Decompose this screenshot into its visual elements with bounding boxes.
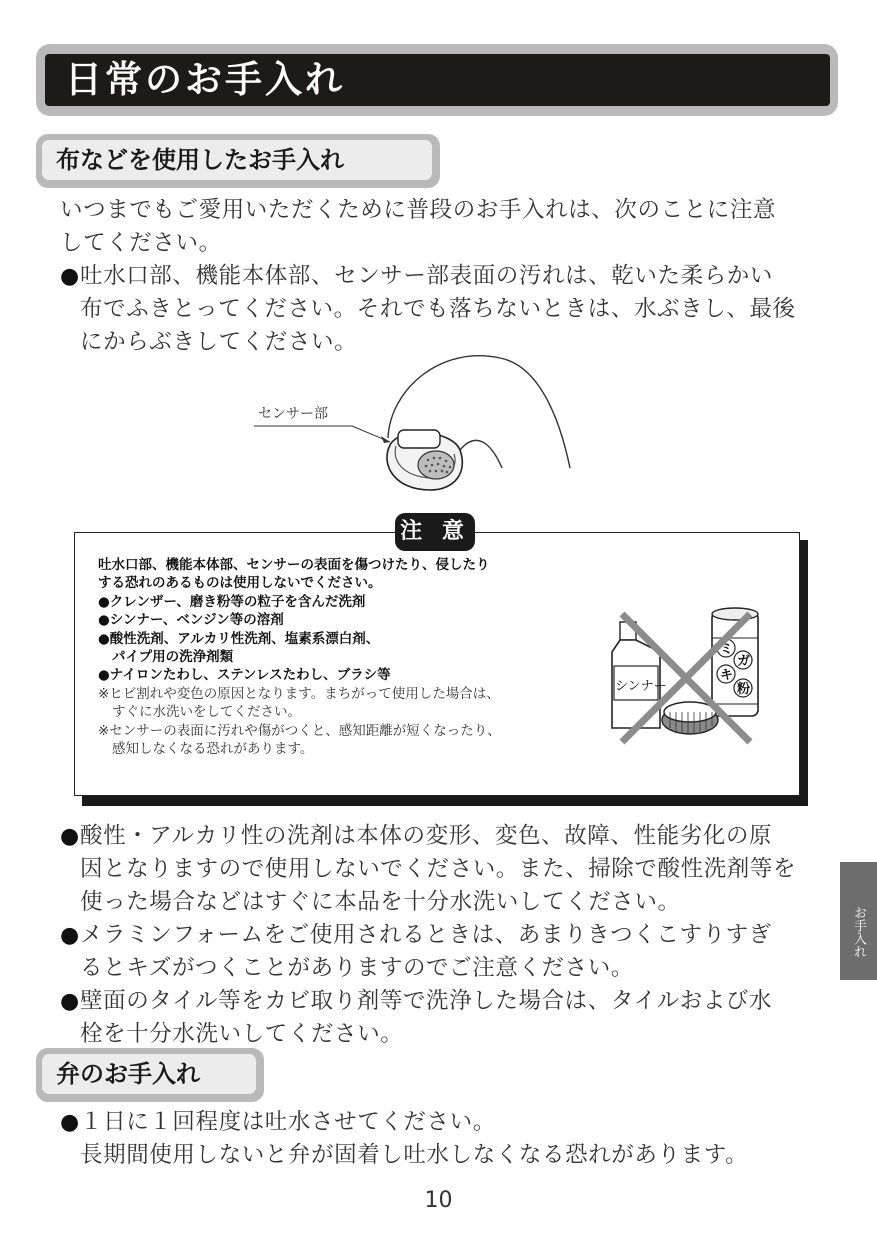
bullet-item — [60, 919, 830, 985]
brush-icon — [662, 702, 718, 734]
sensor-label: センサー部 — [258, 406, 328, 422]
side-index-tab[interactable]: お手入れ — [840, 862, 877, 980]
page-number: 10 — [424, 1188, 453, 1213]
intro-line: いつまでもご愛用いただくために普段のお手入れは、次のことに注意 — [60, 197, 777, 223]
bullet-line: にからぶきしてください。 — [80, 329, 358, 355]
spout-head-icon — [387, 430, 462, 490]
can-label: キ — [720, 668, 734, 683]
section2-text — [60, 1106, 830, 1172]
bullet-item — [60, 985, 830, 1051]
bullet-line: 布でふきとってください。それでも落ちないときは、水ぶきし、最後 — [80, 296, 796, 322]
bullet-icon: ● — [60, 1110, 80, 1135]
section-heading-valve-label: 弁のお手入れ — [42, 1054, 256, 1094]
caution-note: 感知しなくなる恐れがあります。 — [112, 741, 314, 758]
faucet-illustration — [240, 350, 600, 500]
caution-item: ●シンナー、ベンジン等の溶剤 — [98, 612, 284, 629]
bottle-label: シンナー — [615, 679, 667, 694]
bullet-item — [60, 820, 830, 919]
bullet-line: メラミンフォームをご使用されるときは、あまりきつくこすりすぎ — [80, 922, 772, 948]
caution-text — [98, 556, 598, 758]
caution-line: する恐れのあるものは使用しないでください。 — [98, 575, 382, 592]
can-label: 粉 — [737, 682, 751, 697]
main-title-frame — [36, 44, 838, 116]
sensor-window-icon — [398, 430, 440, 448]
bullet-icon: ● — [60, 923, 80, 948]
bullet-line: 吐水口部、機能本体部、センサー部表面の汚れは、乾いた柔らかい — [80, 263, 774, 289]
caution-item: パイプ用の洗浄剤類 — [112, 649, 234, 666]
bullet-item — [60, 1106, 830, 1172]
bullet-item — [60, 260, 830, 359]
caution-note: ※センサーの表面に汚れや傷がつくと、感知距離が短くなったり、 — [98, 722, 501, 739]
section-heading-cloth-label: 布などを使用したお手入れ — [42, 140, 432, 180]
bullet-line: 長期間使用しないと弁が固着し吐水しなくなる恐れがあります。 — [80, 1142, 749, 1168]
bullet-line: 因となりますので使用しないでください。また、掃除で酸性洗剤等を — [80, 856, 797, 882]
caution-label: 注 意 — [395, 513, 475, 551]
bullet-icon: ● — [60, 989, 80, 1014]
caution-note: ※ヒビ割れや変色の原因となります。まちがって使用した場合は、 — [98, 685, 500, 702]
caution-line: 吐水口部、機能本体部、センサーの表面を傷つけたり、侵したり — [98, 557, 490, 573]
bullet-line: 使った場合などはすぐに本品を十分水洗いしてください。 — [80, 889, 681, 915]
thinner-bottle-icon — [612, 622, 667, 728]
intro-line: してください。 — [60, 230, 222, 256]
prohibited-items-illustration — [600, 600, 770, 750]
bullet-line: 栓を十分水洗いしてください。 — [80, 1021, 404, 1047]
bullet-line: るとキズがつくことがありますのでご注意ください。 — [80, 955, 634, 981]
caution-item: ●ナイロンたわし、ステンレスたわし、ブラシ等 — [98, 667, 391, 684]
can-label: ミ — [720, 642, 734, 657]
caution-note: すぐに水洗いをしてください。 — [112, 704, 301, 721]
page-title: 日常のお手入れ — [45, 54, 830, 106]
section-heading-valve — [36, 1048, 264, 1102]
bullet-line: 壁面のタイル等をカビ取り剤等で洗浄した場合は、タイルおよび水 — [80, 988, 773, 1014]
bullet-line: 酸性・アルカリ性の洗剤は本体の変形、変色、故障、性能劣化の原 — [80, 823, 773, 849]
caution-item: ●クレンザー、磨き粉等の粒子を含んだ洗剤 — [98, 593, 366, 610]
bullet-icon: ● — [60, 264, 80, 289]
bullet-icon: ● — [60, 824, 80, 849]
section1-more-text — [60, 820, 830, 1051]
bullet-line: １日に１回程度は吐水させてください。 — [80, 1109, 496, 1135]
can-label: ガ — [737, 654, 751, 669]
section-heading-cloth — [36, 134, 440, 188]
caution-item: ●酸性洗剤、アルカリ性洗剤、塩素系漂白剤、 — [98, 630, 380, 647]
section1-text — [60, 194, 830, 359]
